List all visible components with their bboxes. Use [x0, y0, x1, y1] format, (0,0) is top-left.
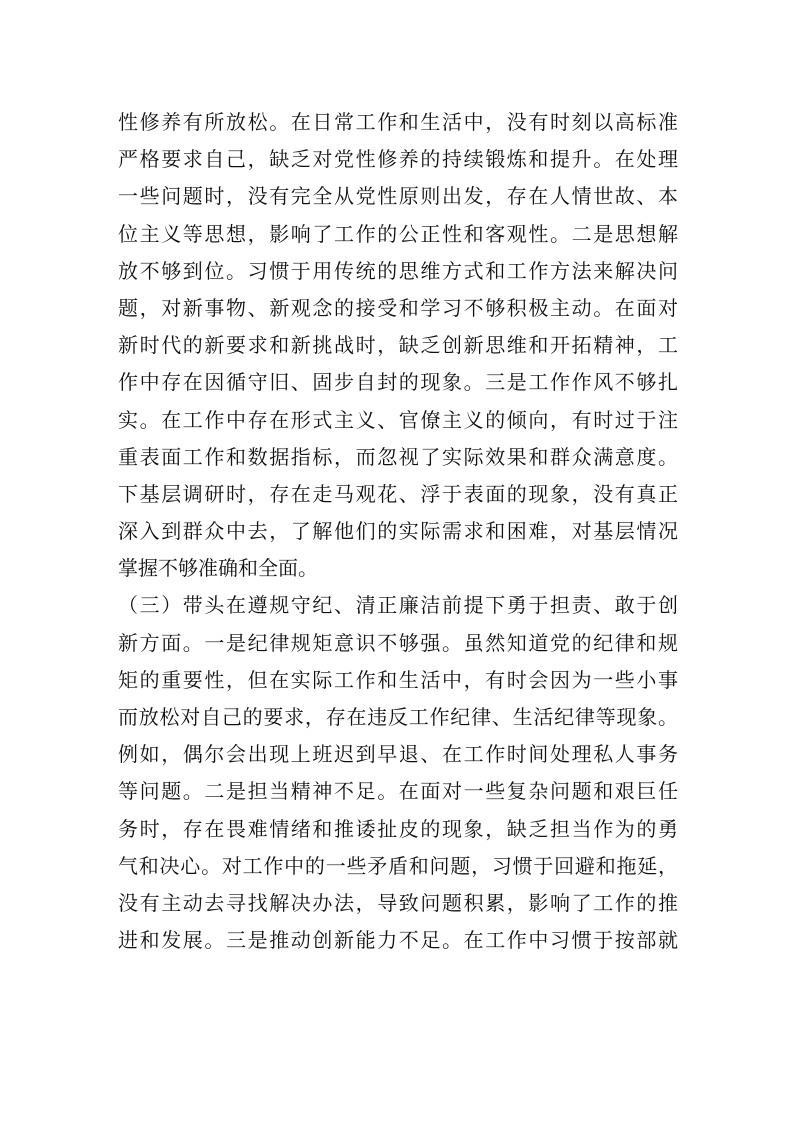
text-line: 新方面。一是纪律规矩意识不够强。虽然知道党的纪律和规 — [118, 630, 678, 655]
text-line: 严格要求自己，缺乏对党性修养的持续锻炼和提升。在处理 — [118, 147, 678, 172]
body-text — [118, 104, 678, 959]
text-line: 而放松对自己的要求，存在违反工作纪律、生活纪律等现象。 — [118, 705, 678, 729]
text-line: 例如，偶尔会出现上班迟到早退、在工作时间处理私人事务 — [118, 742, 678, 767]
text-line: 重表面工作和数据指标，而忽视了实际效果和群众满意度。 — [118, 444, 678, 469]
text-line: 务时，存在畏难情绪和推诿扯皮的现象，缺乏担当作为的勇 — [118, 816, 678, 841]
text-line: 实。在工作中存在形式主义、官僚主义的倾向，有时过于注 — [118, 407, 678, 432]
text-line: 下基层调研时，存在走马观花、浮于表面的现象，没有真正 — [118, 481, 678, 506]
text-line: 作中存在因循守旧、固步自封的现象。三是工作作风不够扎 — [118, 370, 678, 395]
text-line: 掌握不够准确和全面。 — [118, 556, 318, 581]
section-heading-line: （三）带头在遵规守纪、清正廉洁前提下勇于担责、敢于创 — [118, 593, 678, 618]
text-line: 新时代的新要求和新挑战时，缺乏创新思维和开拓精神，工 — [118, 333, 678, 358]
text-line: 题，对新事物、新观念的接受和学习不够积极主动。在面对 — [118, 295, 678, 320]
text-line: 性修养有所放松。在日常工作和生活中，没有时刻以高标准 — [118, 110, 678, 134]
text-line: 放不够到位。习惯于用传统的思维方式和工作方法来解决问 — [118, 258, 678, 283]
text-line: 一些问题时，没有完全从党性原则出发，存在人情世故、本 — [118, 184, 678, 209]
text-line: 深入到群众中去，了解他们的实际需求和困难，对基层情况 — [118, 519, 678, 544]
text-line: 进和发展。三是推动创新能力不足。在工作中习惯于按部就 — [118, 928, 678, 953]
text-line: 气和决心。对工作中的一些矛盾和问题，习惯于回避和拖延， — [118, 853, 678, 878]
text-line: 等问题。二是担当精神不足。在面对一些复杂问题和艰巨任 — [118, 779, 678, 804]
text-line: 没有主动去寻找解决办法，导致问题积累，影响了工作的推 — [118, 890, 678, 915]
text-line: 矩的重要性，但在实际工作和生活中，有时会因为一些小事 — [118, 667, 678, 692]
text-line: 位主义等思想，影响了工作的公正性和客观性。二是思想解 — [118, 221, 678, 246]
